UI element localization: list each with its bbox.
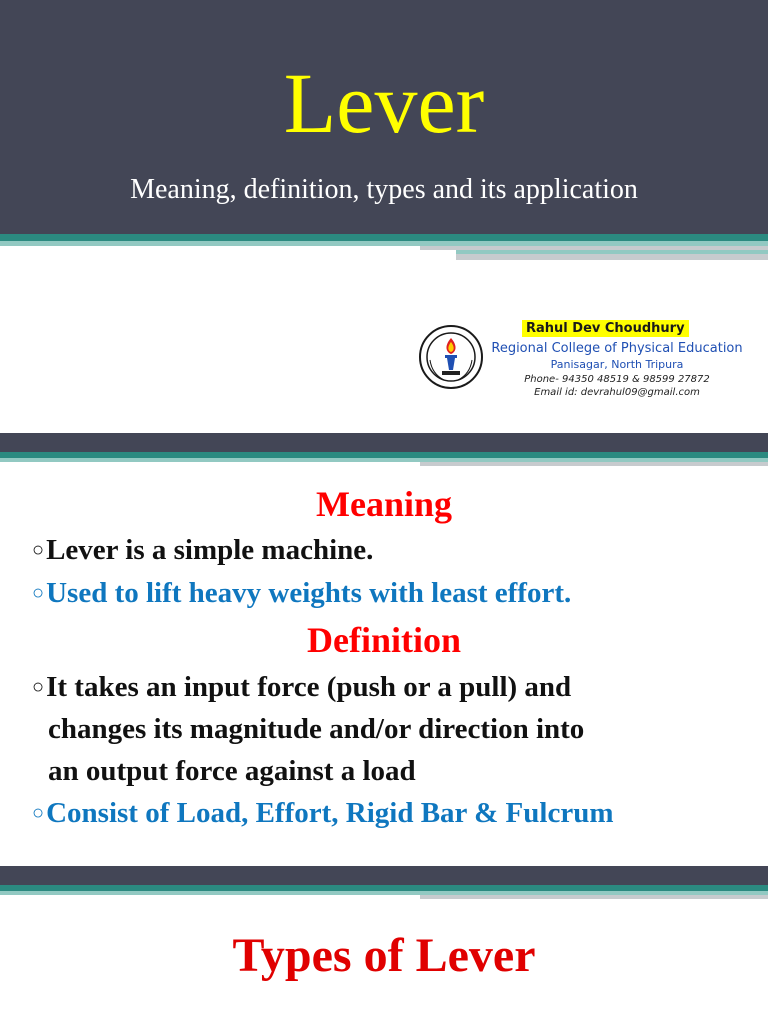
meaning-point: ○Used to lift heavy weights with least effort.: [32, 577, 572, 609]
meaning-point: ○Lever is a simple machine.: [32, 534, 374, 566]
definition-point-continuation: changes its magnitude and/or direction into: [48, 713, 585, 745]
meaning-heading: Meaning: [315, 484, 452, 524]
bullet-circle-icon: ○: [32, 676, 45, 698]
accent-stripe-lower-gray: [456, 254, 768, 260]
author-email: Email id: devrahul09@gmail.com: [534, 387, 700, 398]
author-phone: Phone- 94350 48519 & 98599 27872: [524, 374, 710, 385]
slide-2-stripe-gray: [420, 462, 768, 466]
bullet-circle-icon: ○: [32, 802, 45, 824]
definition-point: ○It takes an input force (push or a pull) and: [32, 671, 572, 703]
types-title: Types of Lever: [232, 929, 536, 982]
author-college: Regional College of Physical Education: [491, 341, 743, 356]
definition-heading: Definition: [306, 620, 461, 660]
bullet-circle-icon: ○: [32, 582, 45, 604]
slide-title: Lever: [283, 55, 485, 151]
bullet-circle-icon: ○: [32, 539, 45, 561]
slide-subtitle: Meaning, definition, types and its application: [130, 174, 638, 205]
definition-point: ○Consist of Load, Effort, Rigid Bar & Fulcrum: [32, 797, 614, 829]
author-card: [418, 318, 748, 404]
author-place: Panisagar, North Tripura: [550, 358, 684, 371]
author-name: Rahul Dev Choudhury: [522, 320, 689, 337]
definition-point-continuation: an output force against a load: [48, 755, 416, 787]
college-seal-icon: [418, 324, 484, 390]
accent-stripe: [0, 234, 768, 241]
slide-2-top-band: [0, 433, 768, 452]
slide-3-stripe-gray: [420, 895, 768, 899]
slide-3-top-band: [0, 866, 768, 885]
